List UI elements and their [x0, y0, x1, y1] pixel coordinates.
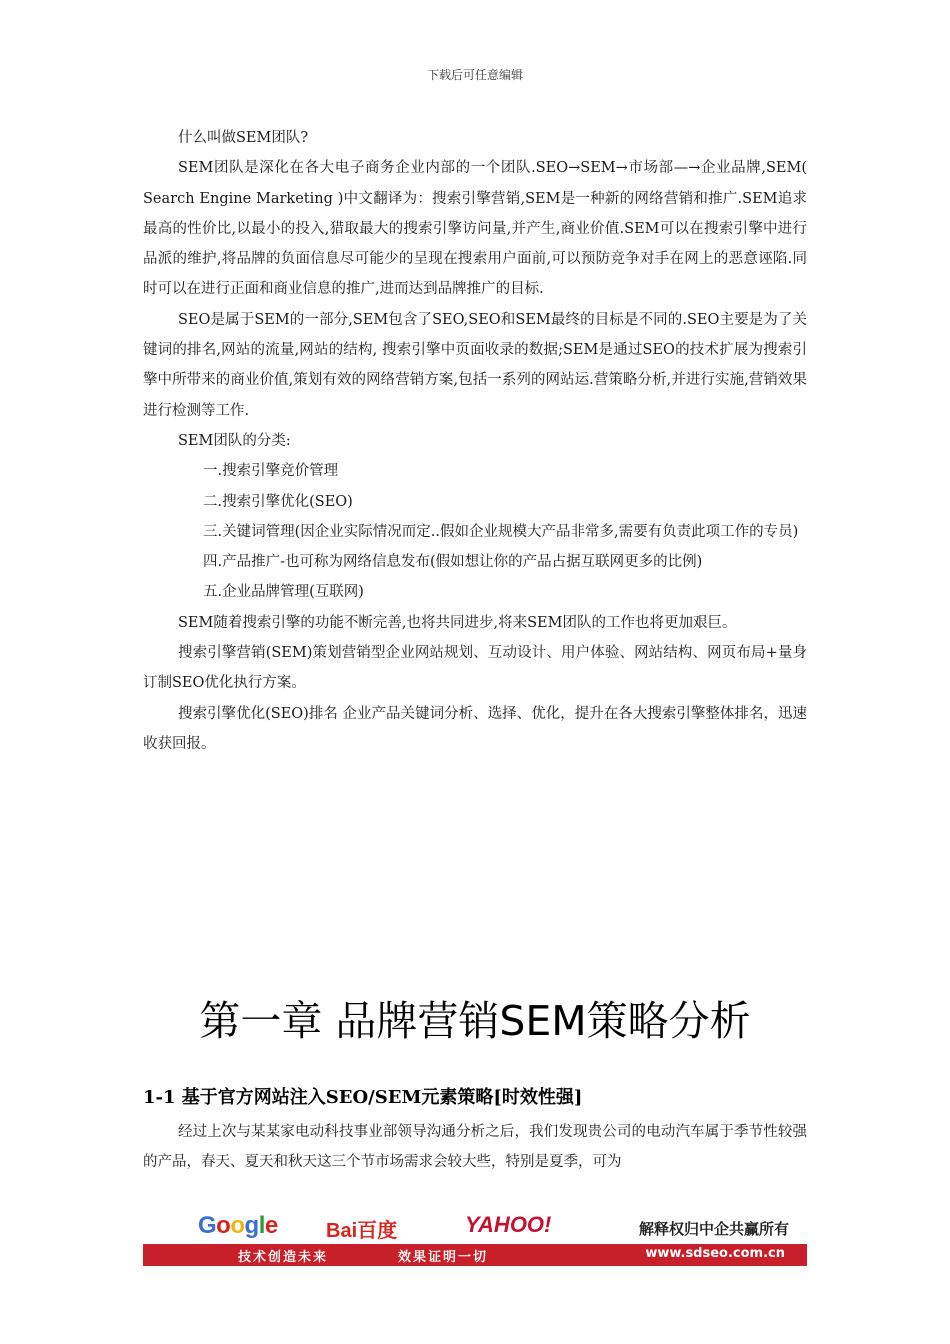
page-header: 下载后可任意编辑 [426, 68, 523, 82]
intro-paragraph-2: SEO是属于SEM的一部分,SEM包含了SEO,SEO和SEM最终的目标是不同的.SEO主要是为了关键词的排名,网站的流量,网站的结构, 搜索引擎中页面收录的数据;SEM是通过SEO的技术扩展为搜索引擎中所带来的商业价值,策划有效的网络营销方案,包括一系列的网站运.营策略分析,并进行实施,营销效果进行检测等工作. [143, 311, 807, 419]
google-logo: Google [198, 1212, 278, 1239]
site-url: www.sdseo.com.cn [645, 1246, 785, 1261]
baidu-logo: Bai百度 [326, 1220, 398, 1242]
intro-paragraph-4: 搜索引擎营销(SEM)策划营销型企业网站规划、互动设计、用户体验、网站结构、网页布局+量身订制SEO优化执行方案。 [143, 645, 807, 692]
section-title: 1-1 基于官方网站注入SEO/SEM元素策略[时效性强] [143, 1087, 583, 1108]
intro-section [143, 123, 807, 759]
intro-paragraph-5: 搜索引擎优化(SEO)排名 企业产品关键词分析、选择、优化，提升在各大搜索引擎整体排名，迅速收获回报。 [143, 705, 807, 752]
classify-item: 四.产品推广-也可称为网络信息发布(假如想让你的产品占据互联网更多的比例) [203, 554, 703, 571]
footer-band [143, 1244, 807, 1266]
page-footer [143, 1210, 807, 1266]
classify-item: 三.关键词管理(因企业实际情况而定..假如企业规模大产品非常多,需要有负责此项工作的专员) [203, 523, 799, 540]
classify-item: 一.搜索引擎竞价管理 [203, 463, 339, 480]
intro-paragraph-3: SEM随着搜索引擎的功能不断完善,也将共同进步,将来SEM团队的工作也将更加艰巨。 [178, 614, 737, 631]
section-paragraph: 经过上次与某某家电动科技事业部领导沟通分析之后，我们发现贵公司的电动汽车属于季节性较强的产品，春天、夏天和秋天这三个节市场需求会较大些，特别是夏季，可为 [143, 1124, 807, 1171]
yahoo-logo: YAHOO! [465, 1212, 552, 1237]
slogan-1: 技术创造未来 [238, 1250, 329, 1265]
classify-item: 二.搜索引擎优化(SEO) [203, 493, 353, 510]
rights-notice: 解释权归中企共赢所有 [638, 1220, 789, 1238]
intro-question: 什么叫做SEM团队? [178, 130, 309, 146]
footer-logos [143, 1210, 807, 1244]
classify-item: 五.企业品牌管理(互联网) [203, 584, 364, 601]
slogan-2: 效果证明一切 [398, 1250, 489, 1265]
classify-title: SEM团队的分类: [178, 432, 291, 449]
section-body [143, 1117, 807, 1178]
chapter-title: 第一章 品牌营销SEM策略分析 [199, 997, 751, 1045]
intro-paragraph-1: SEM团队是深化在各大电子商务企业内部的一个团队.SEO→SEM→市场部—→企业品牌,SEM( Search Engine Marketing )中文翻译为：搜索引擎营销,SEM是一种新的网络营销和推广.SEM追求最高的性价比,以最小的投入,猎取最大的搜索引擎访问量,并产生,商业价值.SEM可以在搜索引擎中进行品派的维护,将品牌的负面信息尽可能少的呈现在搜索用户面前,可以预防竞争对手在网上的恶意诬陷.同时可以在进行正面和商业信息的推广,进而达到品牌推广的目标. [143, 160, 807, 298]
